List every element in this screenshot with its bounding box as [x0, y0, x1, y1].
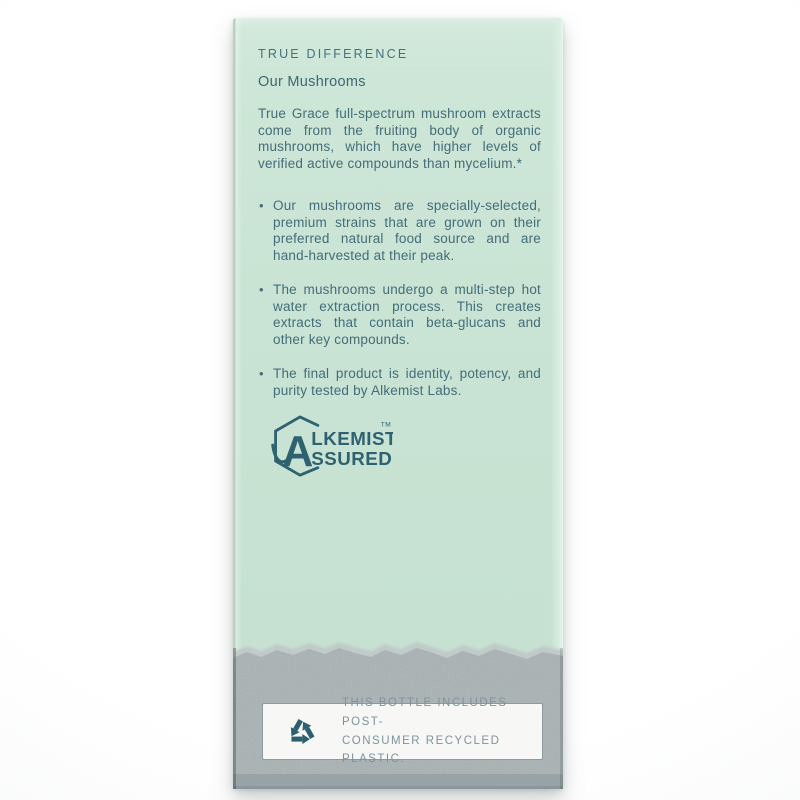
panel-content — [258, 18, 541, 481]
foil-bottom-edge — [233, 786, 563, 789]
recycle-text — [342, 694, 542, 769]
logo-letter: A — [282, 427, 314, 476]
foil-left-shade — [233, 648, 236, 789]
recycle-plate — [262, 697, 543, 766]
alkemist-assured-logo — [269, 413, 393, 481]
recycle-text-line2: CONSUMER RECYCLED PLASTIC. — [342, 734, 501, 766]
intro-paragraph: True Grace full-spectrum mushroom extracts come from the fruiting body of organic mushrooms, which have higher levels of verified active compounds than mycelium.* — [258, 106, 541, 171]
panel-heading: Our Mushrooms — [258, 74, 366, 90]
bullet-item: • Our mushrooms are specially-selected, premium strains that are grown on their preferred natural food source and are hand-harvested at their peak. — [258, 198, 541, 264]
recycle-icon — [283, 713, 320, 750]
panel-kicker: TRUE DIFFERENCE — [258, 47, 409, 61]
logo-word-bottom: SSURED — [311, 447, 393, 469]
trademark-symbol: TM — [380, 421, 392, 429]
bullet-item: • The mushrooms undergo a multi-step hot water extraction process. This creates extracts that contain beta-glucans and other key compounds. — [258, 282, 541, 348]
alkemist-assured-badge — [269, 413, 393, 481]
product-box — [233, 18, 563, 789]
bullet-item: • The final product is identity, potency, and purity tested by Alkemist Labs. — [258, 366, 541, 399]
bullet-list — [258, 198, 541, 399]
logo-word-top: LKEMIST — [311, 428, 393, 450]
foil-right-shade — [560, 648, 563, 789]
recycle-text-line1: THIS BOTTLE INCLUDES POST- — [342, 697, 508, 728]
